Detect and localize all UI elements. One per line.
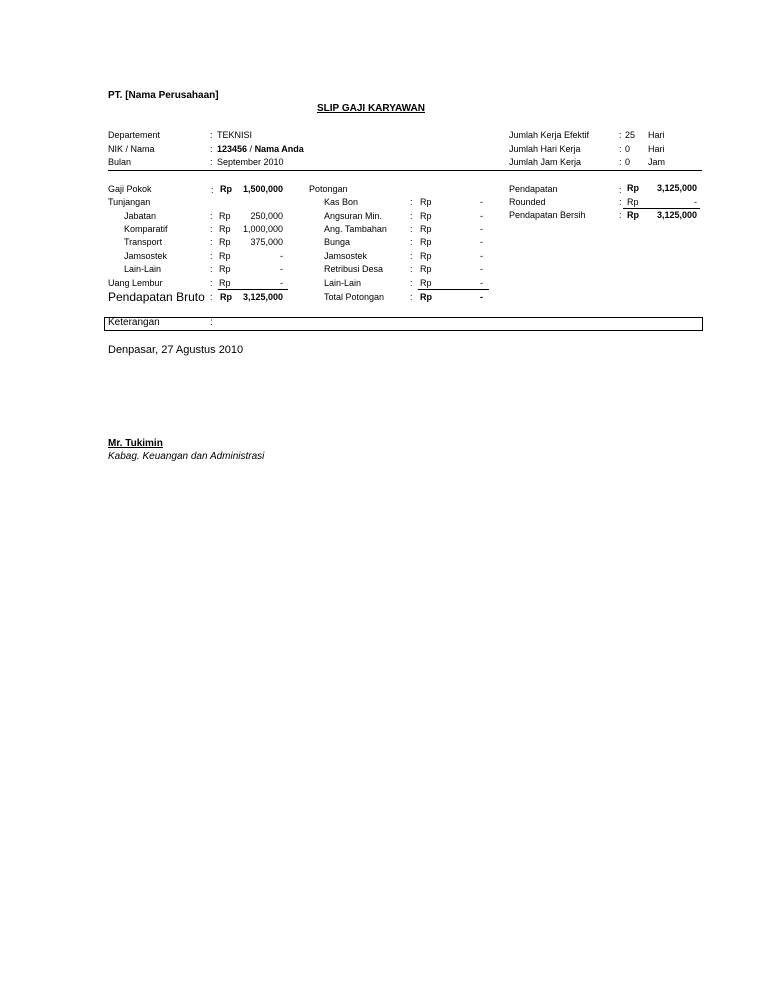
currency-rp: Rp — [420, 278, 432, 288]
label-pendapatan-bruto: Pendapatan Bruto — [108, 290, 205, 304]
amount-jamsostek-potongan: - — [480, 251, 483, 261]
colon: : — [210, 251, 213, 261]
colon: : — [210, 292, 213, 302]
amount-total-potongan: - — [480, 292, 483, 302]
label-pendapatan: Pendapatan — [509, 184, 558, 194]
signatory-position: Kabag. Keuangan dan Administrasi — [108, 451, 265, 462]
currency-rp: Rp — [627, 197, 639, 207]
label-lain-lain: Lain-Lain — [124, 264, 162, 274]
colon: : — [410, 278, 413, 288]
colon: : — [210, 237, 213, 247]
colon: : — [410, 237, 413, 247]
colon: : — [210, 317, 213, 328]
colon: : — [211, 185, 214, 195]
amount-kas-bon: - — [480, 197, 483, 207]
amount-pendapatan-bersih: 3,125,000 — [656, 210, 697, 220]
label-retribusi-desa: Retribusi Desa — [324, 264, 384, 274]
label-tunjangan: Tunjangan — [108, 197, 151, 207]
label-ang-tambahan: Ang. Tambahan — [324, 224, 387, 234]
page-title: SLIP GAJI KARYAWAN — [317, 103, 425, 114]
currency-rp: Rp — [220, 292, 232, 302]
colon: : — [619, 185, 622, 195]
amount-transport: 375,000 — [250, 237, 283, 247]
colon: : — [410, 292, 413, 302]
value-departement: TEKNISI — [217, 130, 253, 140]
label-jamsostek-potongan: Jamsostek — [324, 251, 368, 261]
label-jabatan: Jabatan — [124, 211, 157, 221]
colon: : — [410, 264, 413, 274]
currency-rp: Rp — [420, 264, 432, 274]
label-bunga: Bunga — [324, 237, 351, 247]
value-nama: Nama Anda — [254, 144, 304, 154]
unit-hari: Hari — [648, 144, 665, 154]
amount-lain-lain-potongan: - — [480, 278, 483, 288]
label-jumlah-kerja-efektif: Jumlah Kerja Efektif — [509, 130, 590, 140]
amount-pendapatan: 3,125,000 — [656, 183, 697, 193]
amount-rounded: - — [694, 197, 697, 207]
amount-uang-lembur: - — [280, 278, 283, 288]
amount-pendapatan-bruto: 3,125,000 — [243, 292, 284, 302]
label-angsuran-min: Angsuran Min. — [324, 211, 383, 221]
currency-rp: Rp — [627, 210, 639, 220]
place-date: Denpasar, 27 Agustus 2010 — [108, 344, 244, 356]
colon: : — [619, 130, 622, 140]
colon: : — [210, 264, 213, 274]
currency-rp: Rp — [420, 224, 432, 234]
currency-rp: Rp — [627, 183, 639, 193]
currency-rp: Rp — [219, 251, 231, 261]
label-lain-lain-potongan: Lain-Lain — [324, 278, 362, 288]
colon: : — [410, 251, 413, 261]
label-kas-bon: Kas Bon — [324, 197, 359, 207]
amount-lain-lain: - — [280, 264, 283, 274]
colon: : — [210, 224, 213, 234]
currency-rp: Rp — [420, 237, 432, 247]
currency-rp: Rp — [420, 197, 432, 207]
amount-ang-tambahan: - — [480, 224, 483, 234]
currency-rp: Rp — [219, 237, 231, 247]
keterangan-box — [104, 317, 703, 331]
header-divider — [108, 170, 702, 171]
subtotal-line-deductions — [418, 289, 489, 290]
label-jumlah-hari-kerja: Jumlah Hari Kerja — [509, 144, 581, 154]
colon: : — [619, 197, 622, 207]
colon: : — [410, 197, 413, 207]
label-gaji-pokok: Gaji Pokok — [108, 184, 152, 194]
amount-angsuran-min: - — [480, 211, 483, 221]
colon: : — [210, 157, 213, 167]
colon: : — [210, 278, 213, 288]
unit-jam: Jam — [648, 157, 666, 167]
label-jamsostek: Jamsostek — [124, 251, 168, 261]
currency-rp: Rp — [219, 211, 231, 221]
company-name: PT. [Nama Perusahaan] — [108, 90, 219, 101]
currency-rp: Rp — [219, 224, 231, 234]
value-bulan: September 2010 — [217, 157, 284, 167]
nik-separator: / — [247, 144, 255, 154]
signatory-name: Mr. Tukimin — [108, 438, 163, 449]
colon: : — [210, 130, 213, 140]
label-keterangan: Keterangan — [108, 317, 160, 328]
currency-rp: Rp — [420, 251, 432, 261]
label-potongan: Potongan — [309, 184, 348, 194]
label-nik-nama: NIK / Nama — [108, 144, 155, 154]
currency-rp: Rp — [219, 278, 231, 288]
unit-hari: Hari — [648, 130, 665, 140]
value-nik-nama — [217, 144, 304, 154]
amount-bunga: - — [480, 237, 483, 247]
label-departement: Departement — [108, 130, 161, 140]
value-jumlah-jam-kerja: 0 — [625, 157, 631, 167]
label-jumlah-jam-kerja: Jumlah Jam Kerja — [509, 157, 582, 167]
label-rounded: Rounded — [509, 197, 546, 207]
label-transport: Transport — [124, 237, 163, 247]
label-uang-lembur: Uang Lembur — [108, 278, 163, 288]
amount-gaji-pokok: 1,500,000 — [243, 184, 284, 194]
value-jumlah-hari-kerja: 0 — [625, 144, 631, 154]
label-pendapatan-bersih: Pendapatan Bersih — [509, 210, 586, 220]
value-jumlah-kerja-efektif: 25 — [625, 130, 636, 140]
colon: : — [210, 144, 213, 154]
colon: : — [619, 210, 622, 220]
currency-rp: Rp — [220, 184, 232, 194]
currency-rp: Rp — [219, 264, 231, 274]
colon: : — [210, 211, 213, 221]
amount-retribusi-desa: - — [480, 264, 483, 274]
colon: : — [410, 224, 413, 234]
subtotal-line-earnings — [218, 289, 288, 290]
colon: : — [619, 144, 622, 154]
amount-jabatan: 250,000 — [250, 211, 283, 221]
colon: : — [619, 157, 622, 167]
label-komparatif: Komparatif — [124, 224, 168, 234]
value-nik: 123456 — [217, 144, 248, 154]
amount-komparatif: 1,000,000 — [242, 224, 283, 234]
label-bulan: Bulan — [108, 157, 132, 167]
colon: : — [410, 211, 413, 221]
label-total-potongan: Total Potongan — [324, 292, 385, 302]
subtotal-line-summary — [623, 208, 700, 209]
amount-jamsostek: - — [280, 251, 283, 261]
currency-rp: Rp — [420, 292, 432, 302]
currency-rp: Rp — [420, 211, 432, 221]
